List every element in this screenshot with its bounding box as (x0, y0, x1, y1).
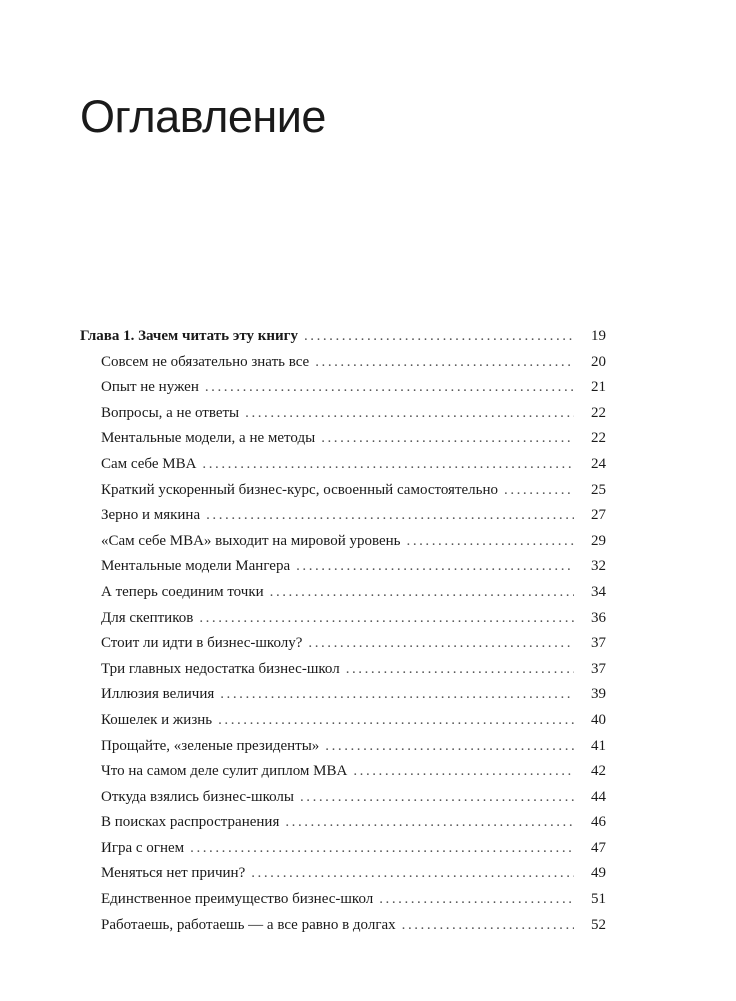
toc-dot-leader (218, 708, 574, 734)
toc-dot-leader (199, 606, 574, 632)
toc-entry-page: 24 (591, 455, 606, 472)
toc-entry-title: Иллюзия величия (101, 686, 215, 703)
toc-entry[interactable] (80, 708, 606, 734)
toc-dot-leader (220, 682, 574, 708)
toc-dot-leader (402, 913, 574, 939)
toc-entry[interactable] (80, 580, 606, 606)
toc-dot-leader (325, 734, 574, 760)
toc-entry[interactable] (80, 810, 606, 836)
toc-dot-leader (308, 631, 574, 657)
toc-entry[interactable] (80, 861, 606, 887)
toc-entry-title: «Сам себе MBA» выходит на мировой уровень (101, 532, 401, 549)
toc-entry-title: Сам себе MBA (101, 455, 197, 472)
toc-entry-page: 37 (591, 660, 606, 677)
toc-dot-leader (300, 785, 574, 811)
toc-entry-title: А теперь соединим точки (101, 583, 264, 600)
toc-entry[interactable] (80, 554, 606, 580)
table-of-contents (80, 324, 606, 938)
toc-dot-leader (296, 554, 574, 580)
toc-entry-title: В поисках распространения (101, 814, 280, 831)
toc-entry[interactable] (80, 375, 606, 401)
toc-entry-title: Для скептиков (101, 609, 194, 626)
toc-entry[interactable] (80, 913, 606, 939)
toc-entry[interactable] (80, 759, 606, 785)
toc-dot-leader (304, 324, 574, 350)
toc-dot-leader (321, 426, 574, 452)
toc-entry-title: Вопросы, а не ответы (101, 404, 240, 421)
toc-entry[interactable] (80, 657, 606, 683)
toc-entry-title: Стоит ли идти в бизнес-школу? (101, 635, 303, 652)
page-title: Оглавление (80, 91, 326, 142)
toc-dot-leader (379, 887, 574, 913)
toc-entry-page: 47 (591, 839, 606, 856)
toc-entry[interactable] (80, 401, 606, 427)
toc-entry-page: 22 (591, 430, 606, 447)
toc-entry-title: Ментальные модели Мангера (101, 558, 291, 575)
toc-entry-title: Что на самом деле сулит диплом MBA (101, 763, 348, 780)
toc-entry[interactable] (80, 350, 606, 376)
toc-entry-title: Откуда взялись бизнес-школы (101, 788, 294, 805)
toc-dot-leader (504, 478, 574, 504)
toc-dot-leader (407, 529, 574, 555)
toc-entry[interactable] (80, 503, 606, 529)
toc-entry-page: 44 (591, 788, 606, 805)
toc-entry-page: 27 (591, 507, 606, 524)
toc-entry-title: Ментальные модели, а не методы (101, 430, 316, 447)
toc-chapter-entry[interactable] (80, 324, 606, 350)
toc-entry-page: 29 (591, 532, 606, 549)
toc-entry-title: Прощайте, «зеленые президенты» (101, 737, 320, 754)
toc-entry-page: 46 (591, 814, 606, 831)
toc-entry-title: Работаешь, работаешь — а все равно в долгах (101, 916, 396, 933)
toc-entry[interactable] (80, 452, 606, 478)
toc-entry[interactable] (80, 734, 606, 760)
toc-entry-title: Краткий ускоренный бизнес-курс, освоенный самостоятельно (101, 481, 499, 498)
toc-entry-page: 34 (591, 583, 606, 600)
toc-entry-page: 25 (591, 481, 606, 498)
toc-entry[interactable] (80, 606, 606, 632)
toc-entry-page: 42 (591, 763, 606, 780)
toc-dot-leader (353, 759, 574, 785)
toc-dot-leader (245, 401, 574, 427)
toc-dot-leader (251, 861, 574, 887)
toc-entry-page: 36 (591, 609, 606, 626)
toc-entry-page: 39 (591, 686, 606, 703)
toc-dot-leader (190, 836, 574, 862)
toc-entry[interactable] (80, 478, 606, 504)
toc-entry-title: Опыт не нужен (101, 379, 199, 396)
toc-entry[interactable] (80, 631, 606, 657)
toc-entry-page: 20 (591, 353, 606, 370)
toc-chapter-page: 19 (591, 328, 606, 344)
toc-entry[interactable] (80, 682, 606, 708)
toc-entry-page: 22 (591, 404, 606, 421)
toc-entry-title: Единственное преимущество бизнес-школ (101, 891, 374, 908)
toc-entry-page: 21 (591, 379, 606, 396)
toc-entry-title: Зерно и мякина (101, 507, 201, 524)
toc-entry-page: 51 (591, 891, 606, 908)
toc-entry-page: 37 (591, 635, 606, 652)
toc-dot-leader (206, 503, 574, 529)
toc-dot-leader (270, 580, 574, 606)
toc-entry-title: Кошелек и жизнь (101, 711, 213, 728)
toc-dot-leader (202, 452, 574, 478)
toc-entry[interactable] (80, 887, 606, 913)
toc-dot-leader (205, 375, 574, 401)
toc-entry[interactable] (80, 836, 606, 862)
toc-dot-leader (346, 657, 574, 683)
toc-entry[interactable] (80, 785, 606, 811)
toc-dot-leader (315, 350, 574, 376)
toc-entry[interactable] (80, 529, 606, 555)
toc-entry-title: Три главных недостатка бизнес-школ (101, 660, 340, 677)
toc-entry-title: Меняться нет причин? (101, 865, 246, 882)
toc-entry-page: 41 (591, 737, 606, 754)
toc-chapter-title: Глава 1. Зачем читать эту книгу (80, 328, 298, 344)
toc-entry-page: 40 (591, 711, 606, 728)
toc-dot-leader (285, 810, 574, 836)
toc-entry-title: Игра с огнем (101, 839, 185, 856)
toc-entry-title: Совсем не обязательно знать все (101, 353, 310, 370)
toc-entry-page: 32 (591, 558, 606, 575)
toc-entry-page: 52 (591, 916, 606, 933)
toc-entry[interactable] (80, 426, 606, 452)
toc-entry-page: 49 (591, 865, 606, 882)
